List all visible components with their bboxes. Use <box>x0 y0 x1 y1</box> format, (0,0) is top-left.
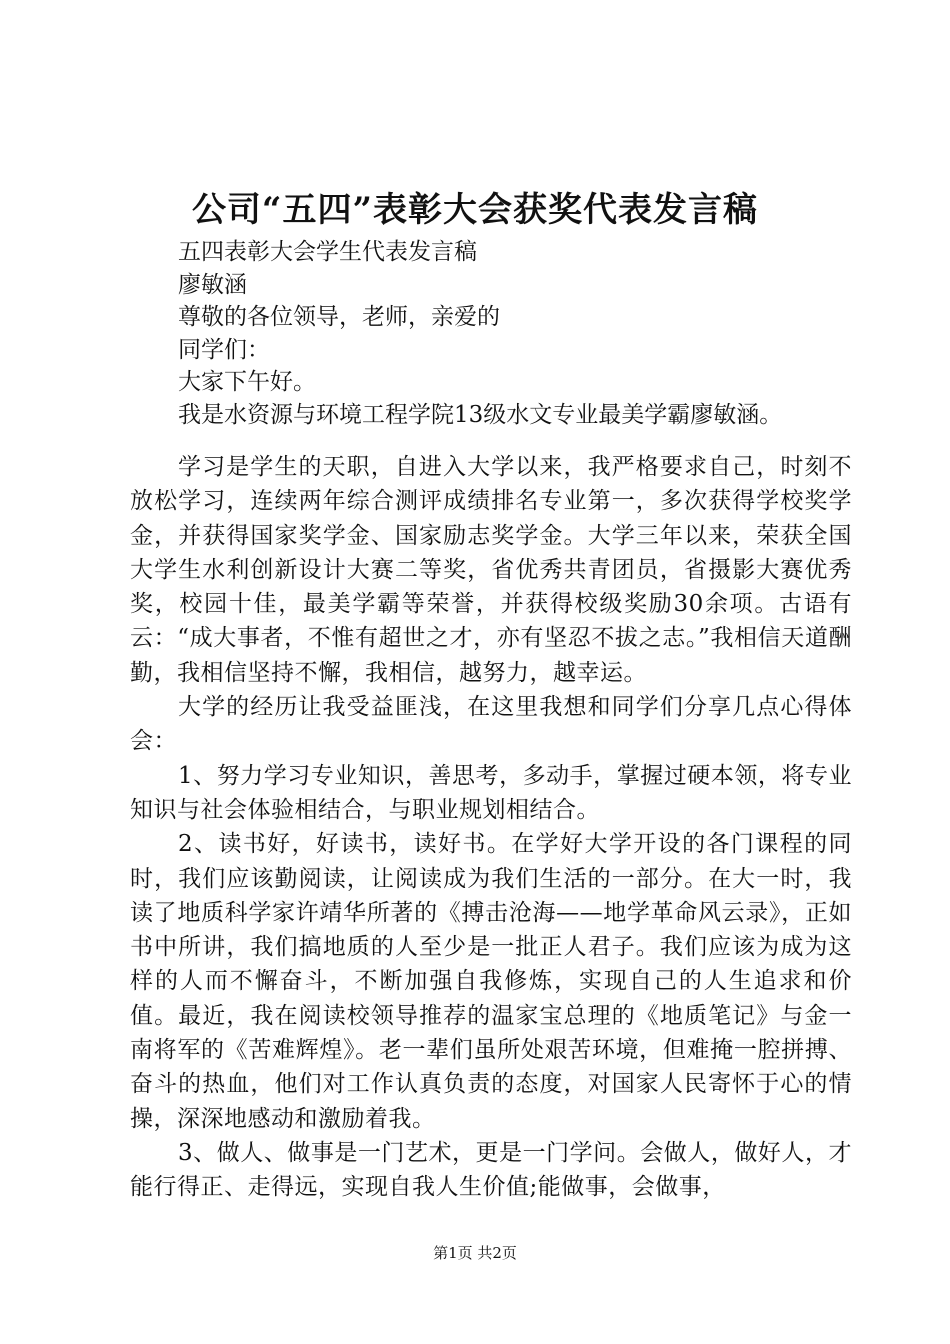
salutation-line-2: 同学们： <box>178 336 270 363</box>
paragraph-point-1: 1、努力学习专业知识，善思考，多动手，掌握过硬本领，将专业知识与社会体验相结合，与职业规划相结合。 <box>130 762 852 823</box>
speaker-name: 廖敏涵 <box>178 271 247 298</box>
self-introduction-line: 我是水资源与环境工程学院13级水文专业最美学霸廖敏涵。 <box>178 401 783 428</box>
speech-header <box>178 236 898 431</box>
paragraph-study: 学习是学生的天职，自进入大学以来，我严格要求自己，时刻不放松学习，连续两年综合测评成绩排名专业第一，多次获得学校奖学金，并获得国家奖学金、国家励志奖学金。大学三年以来，荣获全国大学生水利创新设计大赛二等奖，省优秀共青团员，省摄影大赛优秀奖，校园十佳，最美学霸等荣誉，并获得校级奖励30余项。古语有云：“成大事者，不惟有超世之才，亦有坚忍不拔之志。”我相信天道酬勤，我相信坚持不懈，我相信，越努力，越幸运。 <box>130 454 852 686</box>
paragraph-experience: 大学的经历让我受益匪浅，在这里我想和同学们分享几点心得体会： <box>130 694 852 755</box>
speech-body <box>130 450 852 1239</box>
greeting-line: 大家下午好。 <box>178 369 316 395</box>
paragraph-point-3: 3、做人、做事是一门艺术，更是一门学问。会做人，做好人，才能行得正、走得远，实现自我人生价值;能做事，会做事， <box>130 1139 852 1201</box>
page-number-footer: 第1页 共2页 <box>433 1244 517 1262</box>
paragraph-point-2: 2、读书好，好读书，读好书。在学好大学开设的各门课程的同时，我们应该勤阅读，让阅读成为我们生活的一部分。在大一时，我读了地质科学家许靖华所著的《搏击沧海——地学革命风云录》，正如书中所讲，我们搞地质的人至少是一批正人君子。我们应该为成为这样的人而不懈奋斗，不断加强自我修炼，实现自己的人生追求和价值。最近，我在阅读校领导推荐的温家宝总理的《地质笔记》与金一南将军的《苦难辉煌》。老一辈们虽所处艰苦环境，但难掩一腔拼搏、奋斗的热血，他们对工作认真负责的态度，对国家人民寄怀于心的情操，深深地感动和激励着我。 <box>130 831 852 1132</box>
salutation-line-1: 尊敬的各位领导，老师，亲爱的 <box>178 304 500 330</box>
document-title: 公司“五四”表彰大会获奖代表发言稿 <box>191 190 759 230</box>
speech-subtitle: 五四表彰大会学生代表发言稿 <box>178 239 477 265</box>
